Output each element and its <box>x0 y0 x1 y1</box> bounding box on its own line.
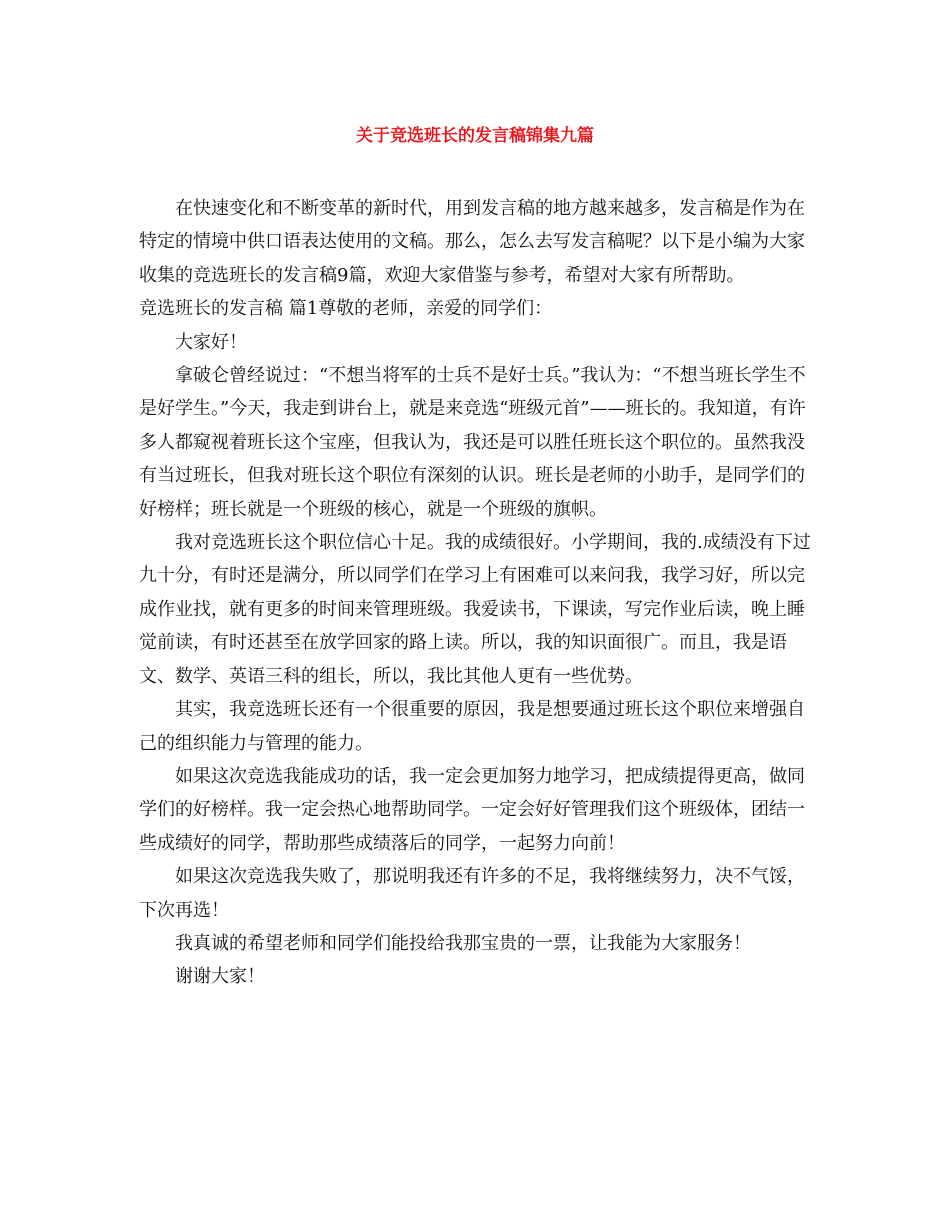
paragraph: 我真诚的希望老师和同学们能投给我那宝贵的一票，让我能为大家服务！ <box>175 932 751 954</box>
paragraph: 拿破仑曾经说过：“不想当将军的士兵不是好士兵。”我认为：“不想当班长学生不是好学生。”今天，我走到讲台上，就是来竞选“班级元首”——班长的。我知道，有许多人都窥视着班长这个宝座，但我认为，我还是可以胜任班长这个职位的。虽然我没有当过班长，但我对班长这个职位有深刻的认识。班长是老师的小助手，是同学们的好榜样；班长就是一个班级的核心，就是一个班级的旗帜。 <box>139 365 806 520</box>
paragraph: 在快速变化和不断变革的新时代，用到发言稿的地方越来越多，发言稿是作为在特定的情境中供口语表达使用的文稿。那么，怎么去写发言稿呢？以下是小编为大家收集的竞选班长的发言稿9篇，欢迎大家借鉴与参考，希望对大家有所帮助。 <box>139 198 805 286</box>
paragraph: 谢谢大家！ <box>175 966 265 988</box>
paragraph: 如果这次竞选我能成功的话，我一定会更加努力地学习，把成绩提得更高，做同学们的好榜样。我一定会热心地帮助同学。一定会好好管理我们这个班级体，团结一些成绩好的同学，帮助那些成绩落后的同学，一起努力向前！ <box>139 765 805 854</box>
paragraph: 竞选班长的发言稿 篇1尊敬的老师，亲爱的同学们： <box>139 298 553 320</box>
paragraph: 大家好！ <box>175 331 247 353</box>
paragraph: 如果这次竞选我失败了，那说明我还有许多的不足，我将继续努力，决不气馁，下次再选！ <box>139 866 805 921</box>
document-body <box>139 192 819 994</box>
page-title: 关于竞选班长的发言稿锦集九篇 <box>356 126 594 146</box>
paragraph: 其实，我竞选班长还有一个很重要的原因，我是想要通过班长这个职位来增强自己的组织能力与管理的能力。 <box>139 699 805 754</box>
paragraph: 我对竞选班长这个职位信心十足。我的成绩很好。小学期间，我的.成绩没有下过九十分，有时还是满分，所以同学们在学习上有困难可以来问我，我学习好，所以完成作业找，就有更多的时间来管理班级。我爱读书，下课读，写完作业后读，晚上睡觉前读，有时还甚至在放学回家的路上读。所以，我的知识面很广。而且，我是语文、数学、英语三科的组长，所以，我比其他人更有一些优势。 <box>139 532 811 687</box>
